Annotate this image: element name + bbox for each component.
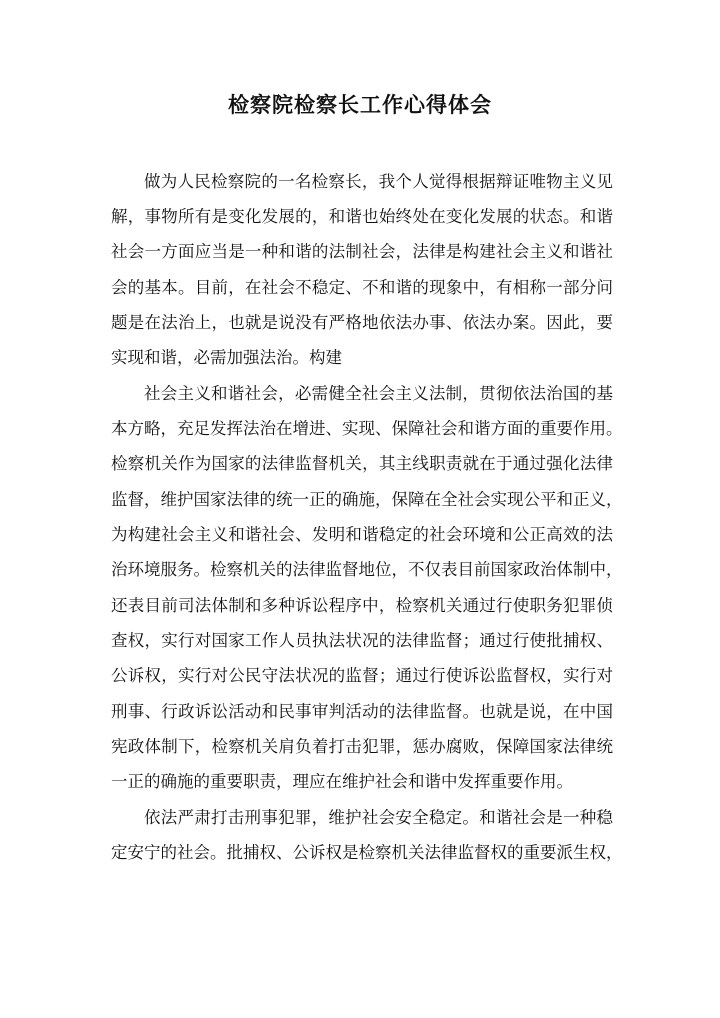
paragraph-line: 实现和谐，必需加强法治。构建 [111, 348, 342, 367]
paragraph-line: 为构建社会主义和谐社会、发明和谐稳定的社会环境和公正高效的法 [111, 525, 613, 544]
paragraph-line: 社会一方面应当是一种和谐的法制社会，法律是构建社会主义和谐社 [111, 242, 613, 261]
paragraph-line: 社会主义和谐社会，必需健全社会主义法制，贯彻依法治国的基 [144, 384, 613, 403]
paragraph-line: 本方略，充足发挥法治在增进、实现、保障社会和谐方面的重要作用。 [111, 419, 623, 438]
paragraph-line: 治环境服务。检察机关的法律监督地位，不仅表目前国家政治体制中， [111, 560, 623, 579]
paragraph-line: 查权，实行对国家工作人员执法状况的法律监督；通过行使批捕权、 [111, 631, 613, 650]
paragraph-line: 宪政体制下，检察机关肩负着打击犯罪，惩办腐败，保障国家法律统 [111, 737, 613, 756]
paragraph-line: 监督，维护国家法律的统一正的确施，保障在全社会实现公平和正义， [111, 490, 623, 509]
paragraph-line: 会的基本。目前，在社会不稳定、不和谐的现象中，有相称一部分问 [111, 278, 613, 297]
paragraph-line: 刑事、行政诉讼活动和民事审判活动的法律监督。也就是说，在中国 [111, 702, 613, 721]
paragraph-line: 定安宁的社会。批捕权、公诉权是检察机关法律监督权的重要派生权， [111, 843, 623, 862]
paragraph-line: 做为人民检察院的一名检察长，我个人觉得根据辩证唯物主义见 [144, 172, 613, 191]
paragraph-line: 题是在法治上，也就是说没有严格地依法办事、依法办案。因此，要 [111, 313, 613, 332]
paragraph-line: 解，事物所有是变化发展的，和谐也始终处在变化发展的状态。和谐 [111, 207, 613, 226]
paragraph-line: 还表目前司法体制和多种诉讼程序中，检察机关通过行使职务犯罪侦 [111, 596, 613, 615]
paragraph-line: 公诉权，实行对公民守法状况的监督；通过行使诉讼监督权，实行对 [111, 666, 613, 685]
paragraph-line: 检察机关作为国家的法律监督机关，其主线职责就在于通过强化法律 [111, 454, 613, 473]
document-title: 检察院检察长工作心得体会 [228, 92, 492, 117]
paragraph-line: 一正的确施的重要职责，理应在维护社会和谐中发挥重要作用。 [111, 772, 573, 791]
paragraph-line: 依法严肃打击刑事犯罪，维护社会安全稳定。和谐社会是一种稳 [144, 808, 613, 827]
